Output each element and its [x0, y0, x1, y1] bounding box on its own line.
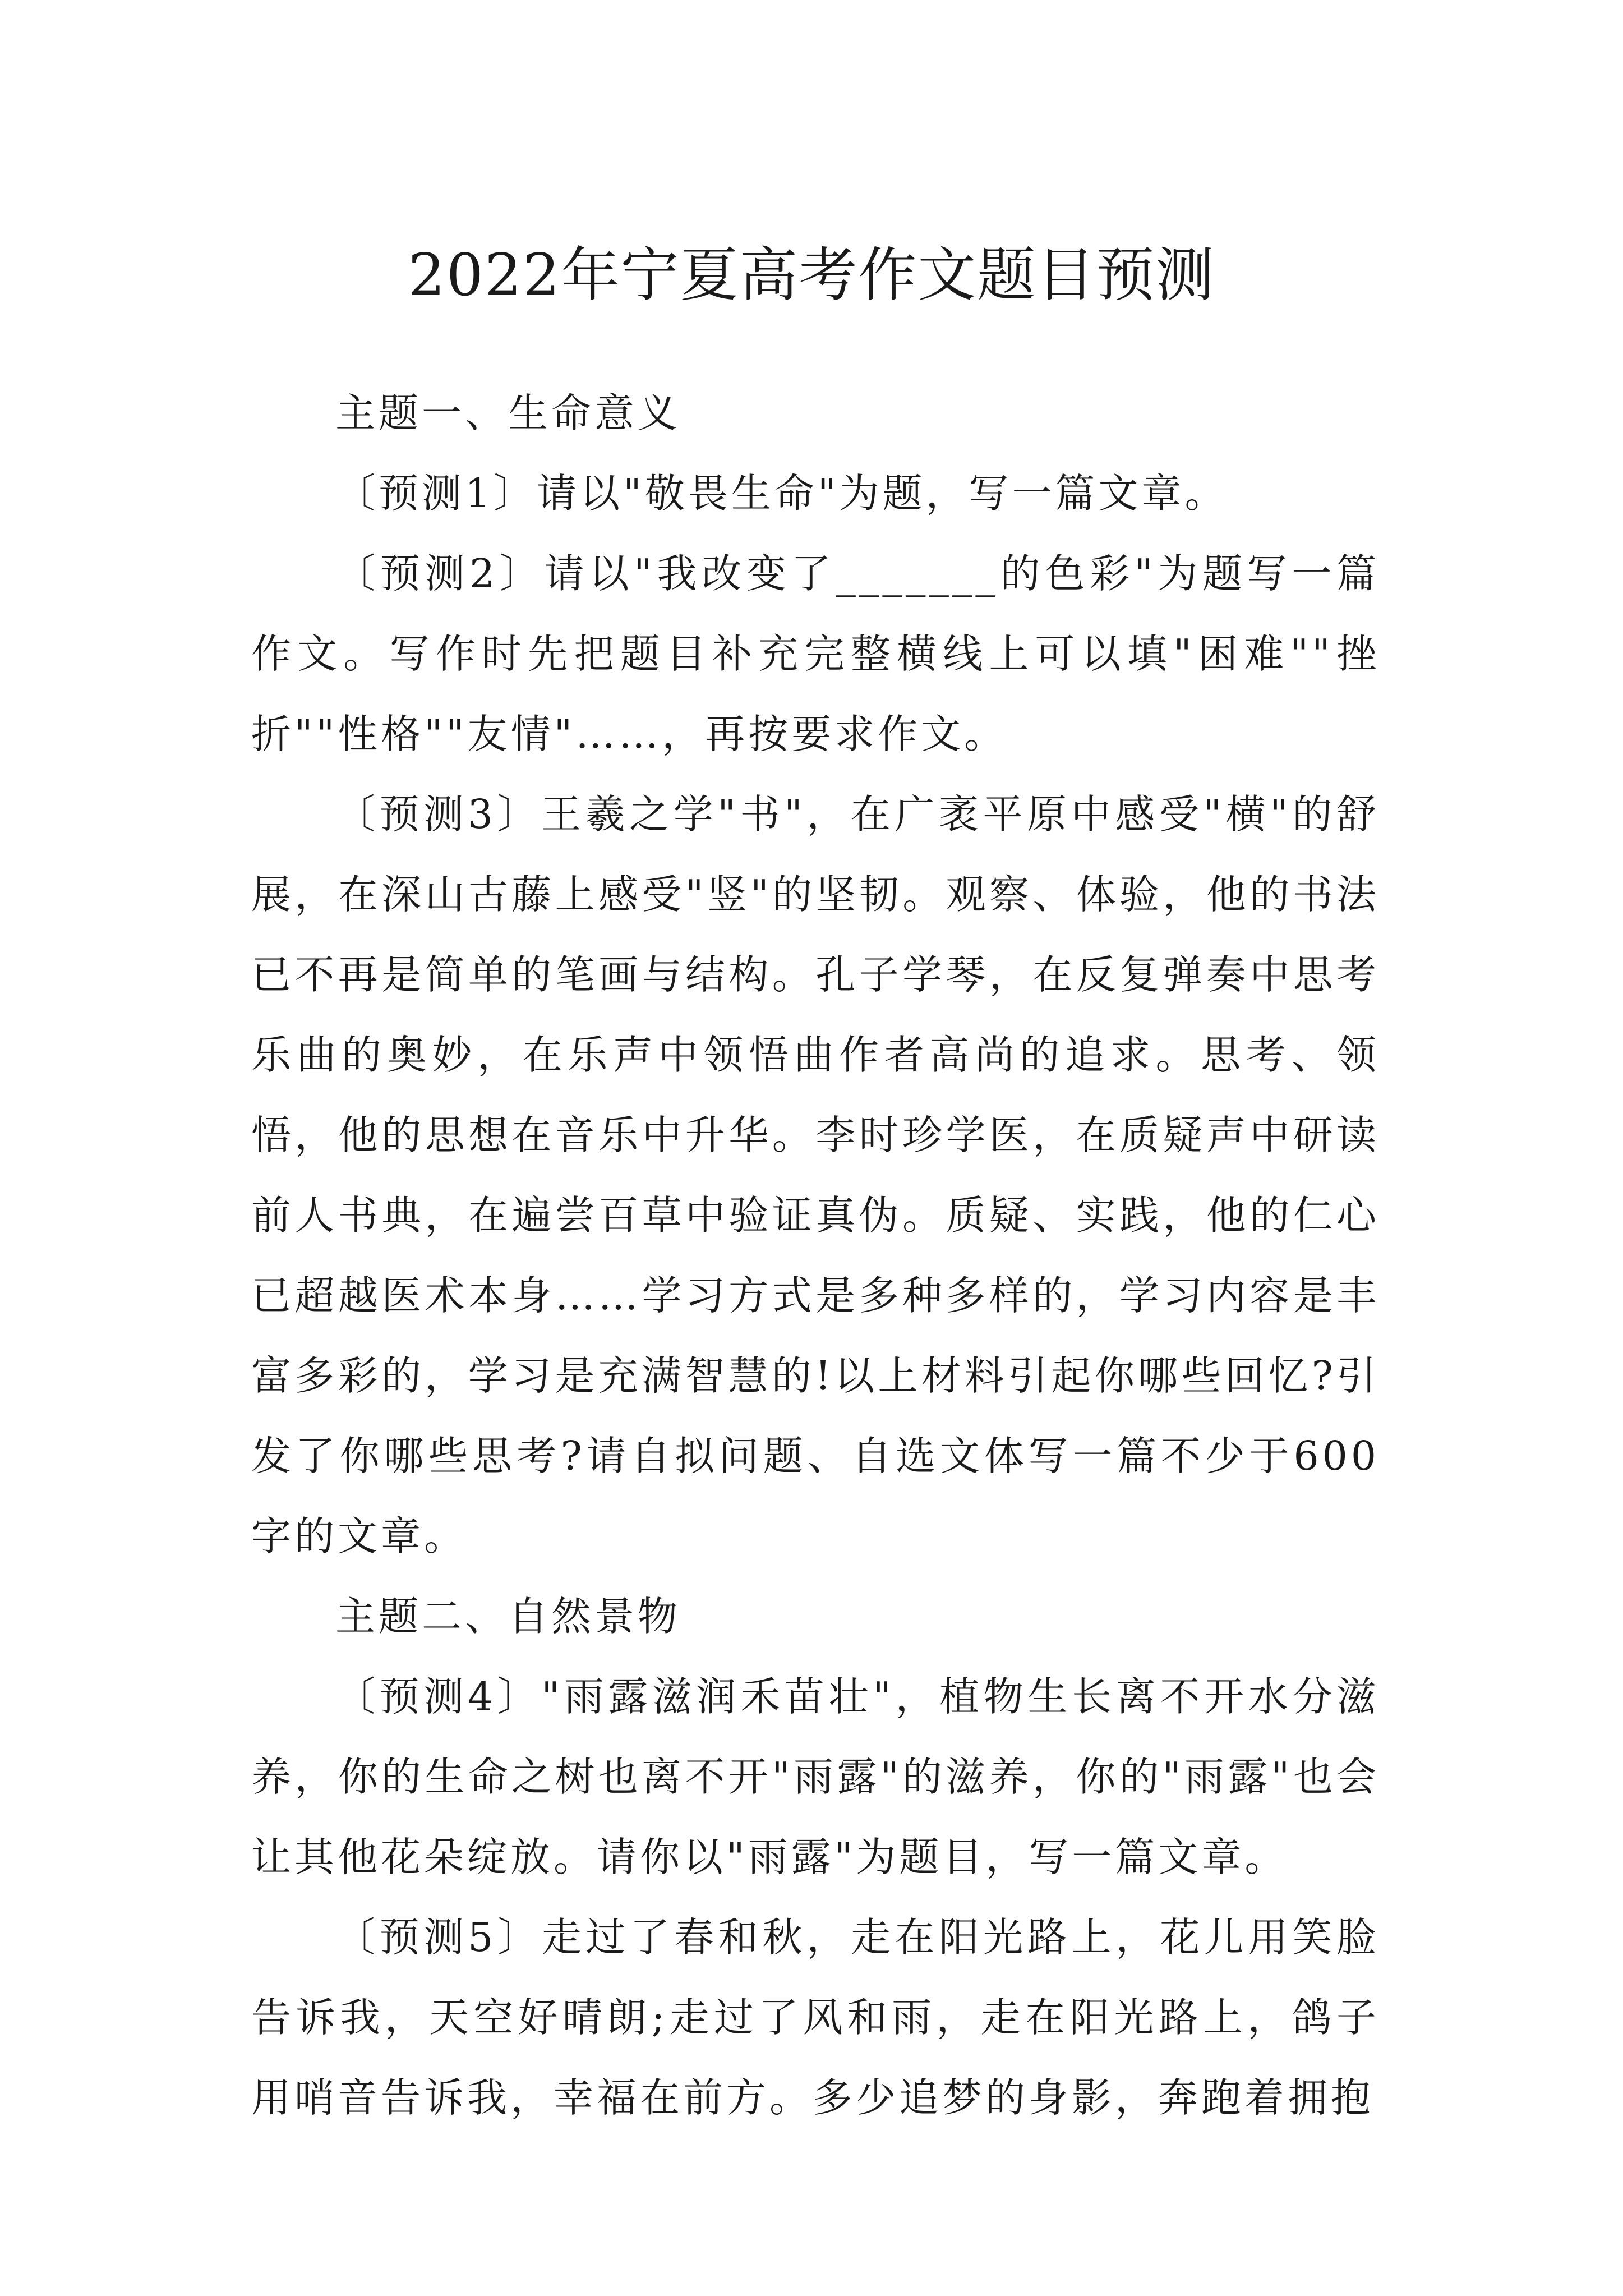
prediction-5: 〔预测5〕走过了春和秋，走在阳光路上，花儿用笑脸告诉我，天空好晴朗;走过了风和雨，走在阳光路上，鸽子用哨音告诉我，幸福在前方。多少追梦的身影，奔跑着拥抱	[251, 1914, 1380, 2121]
prediction-3: 〔预测3〕王羲之学"书"，在广袤平原中感受"横"的舒展，在深山古藤上感受"竖"的坚韧。观察、体验，他的书法已不再是简单的笔画与结构。孔子学琴，在反复弹奏中思考乐曲的奥妙，在乐声中领悟曲作者高尚的追求。思考、领悟，他的思想在音乐中升华。李时珍学医，在质疑声中研读前人书典，在遍尝百草中验证真伪。质疑、实践，他的仁心已超越医术本身……学习方式是多种多样的，学习内容是丰富多彩的，学习是充满智慧的!以上材料引起你哪些回忆?引发了你哪些思考?请自拟问题、自选文体写一篇不少于600字的文章。	[251, 791, 1380, 1559]
document-body	[251, 373, 1380, 2138]
prediction-4: 〔预测4〕"雨露滋润禾苗壮"，植物生长离不开水分滋养，你的生命之树也离不开"雨露"的滋养，你的"雨露"也会让其他花朵绽放。请你以"雨露"为题目，写一篇文章。	[251, 1673, 1380, 1880]
document-title: 2022年宁夏高考作文题目预测	[408, 240, 1215, 309]
prediction-2: 〔预测2〕请以"我改变了_______的色彩"为题写一篇作文。写作时先把题目补充完整横线上可以填"困难""挫折""性格""友情"……，再按要求作文。	[251, 550, 1380, 757]
section-heading-2: 主题二、自然景物	[335, 1593, 681, 1640]
prediction-1: 〔预测1〕请以"敬畏生命"为题，写一篇文章。	[335, 470, 1228, 517]
section-heading-1: 主题一、生命意义	[335, 390, 681, 436]
